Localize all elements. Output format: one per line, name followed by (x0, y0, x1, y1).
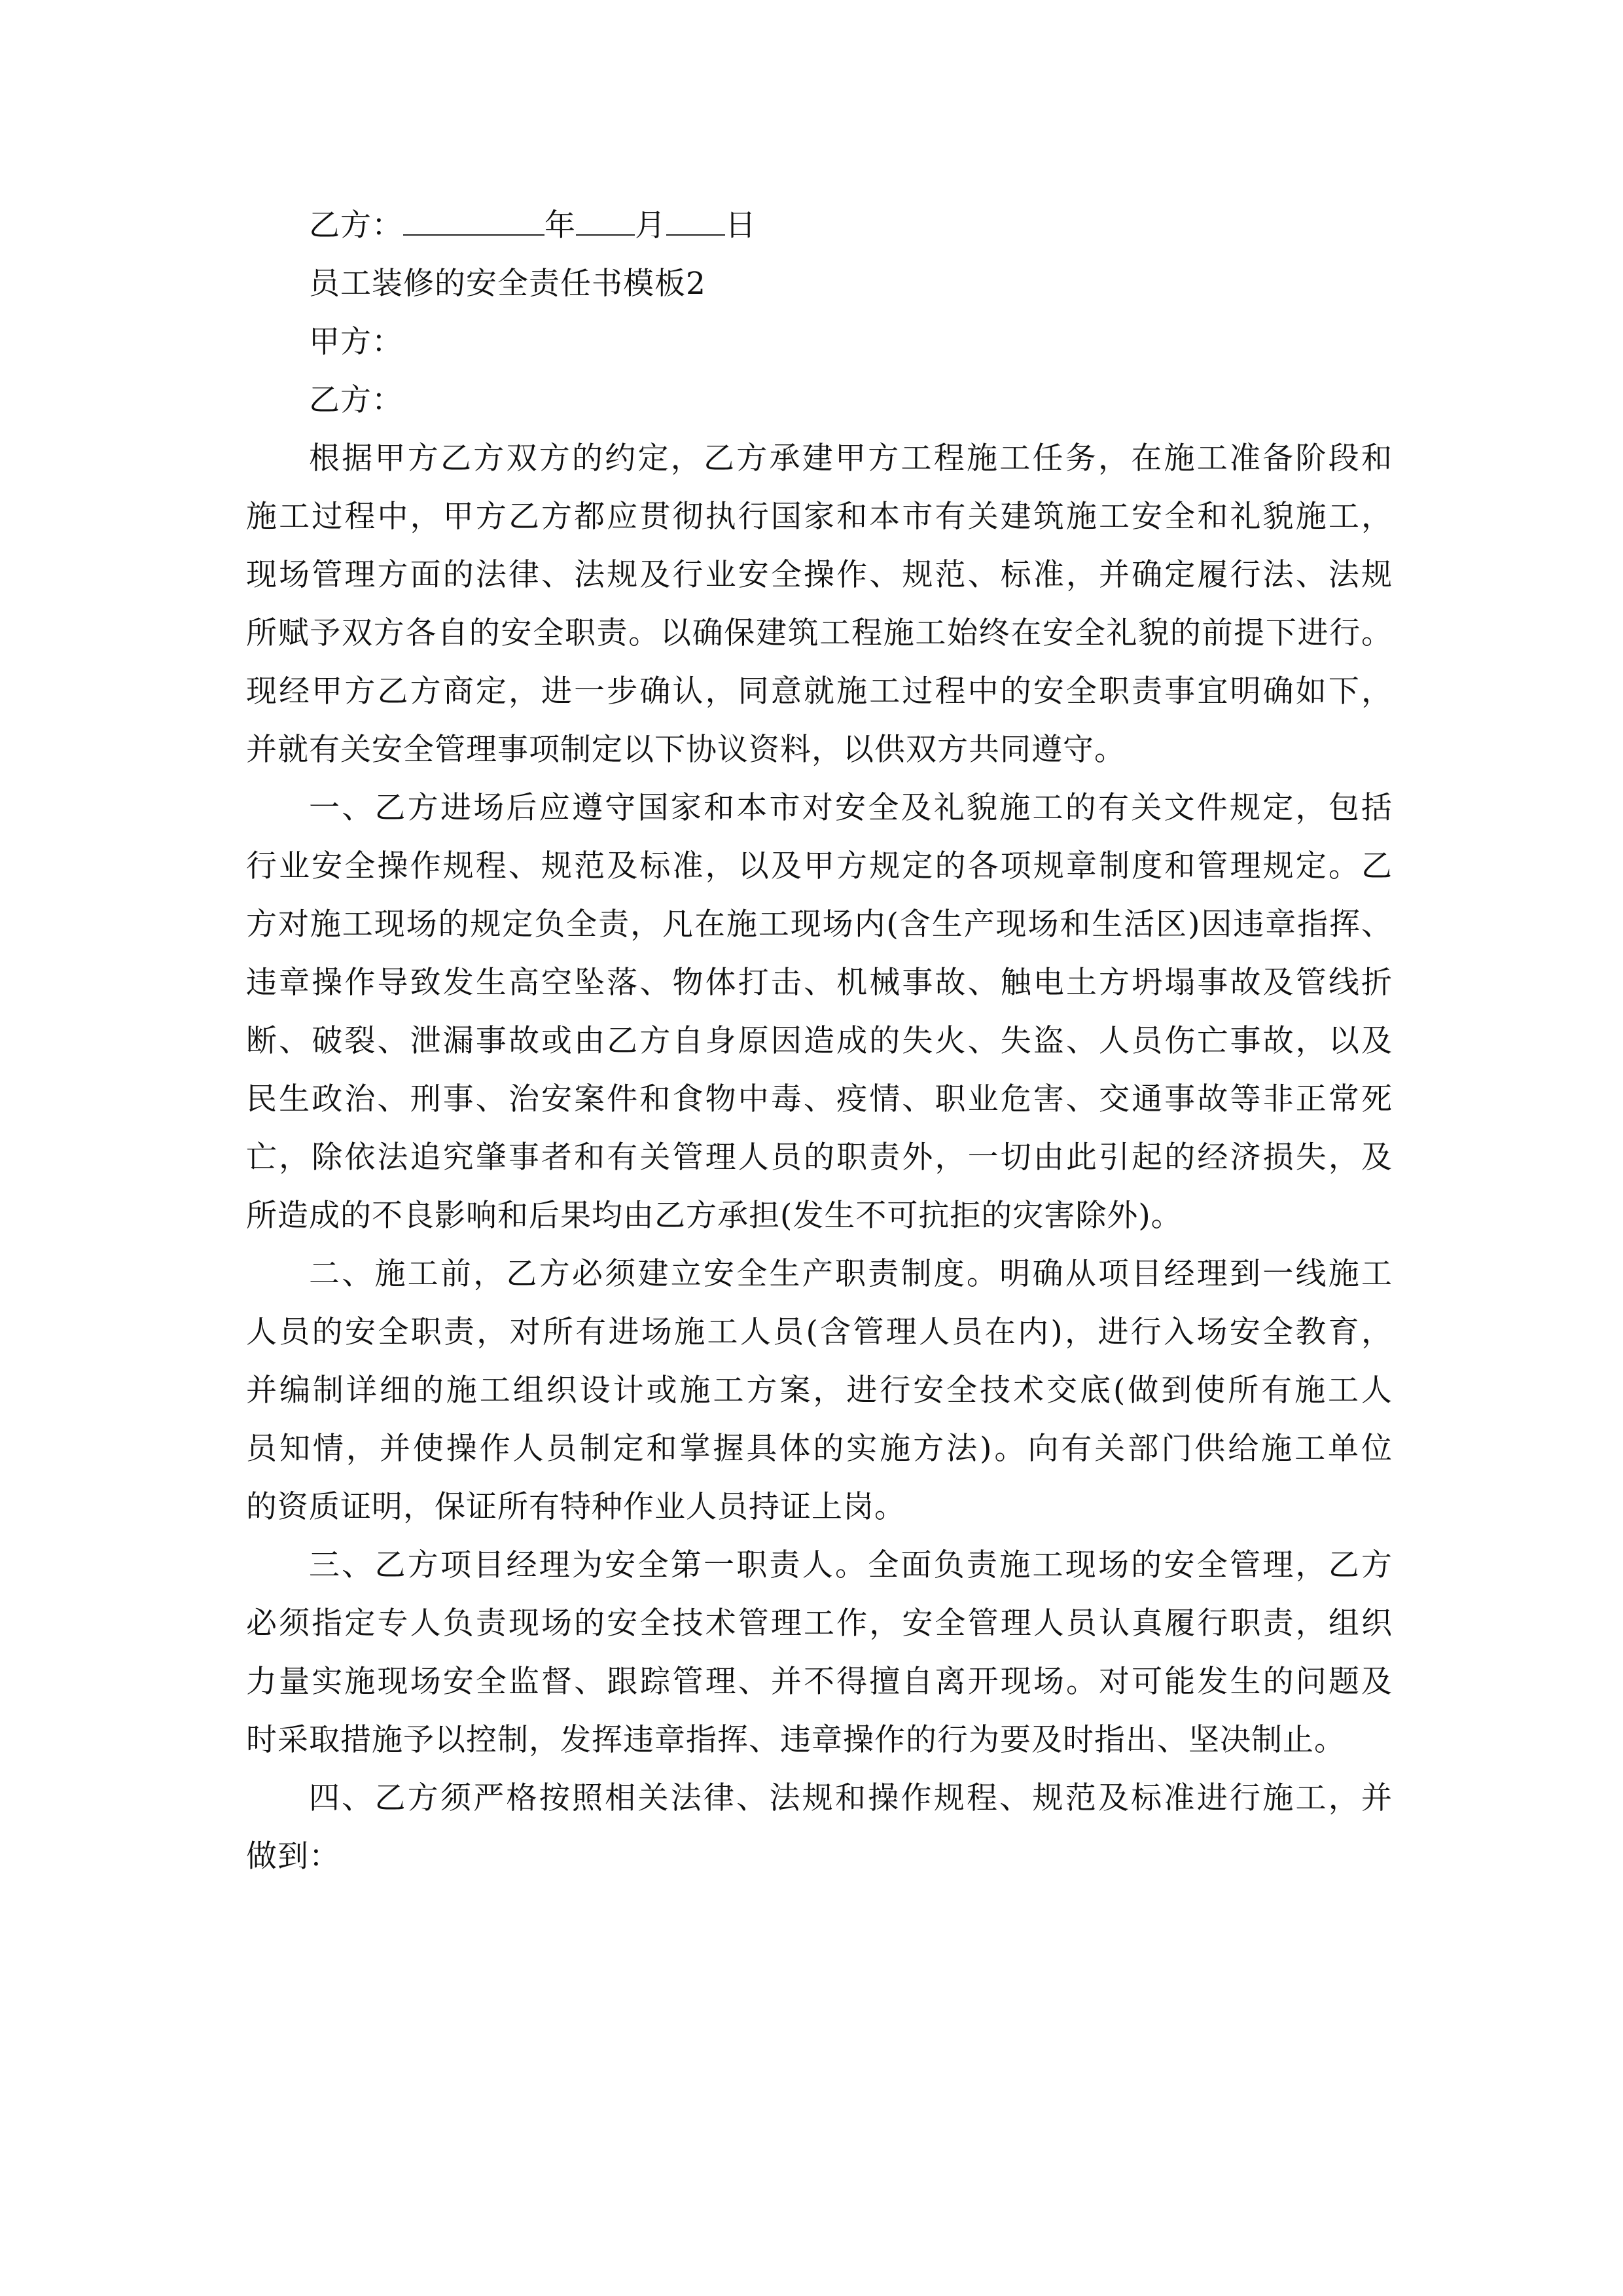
paragraph-line: 员知情，并使操作人员制定和掌握具体的实施方法)。向有关部门供给施工单位 (246, 1431, 1393, 1467)
paragraph-line: 民生政治、刑事、治安案件和食物中毒、疫情、职业危害、交通事故等非正常死 (246, 1081, 1393, 1117)
paragraph-line: 现场管理方面的法律、法规及行业安全操作、规范、标准，并确定履行法、法规 (246, 557, 1393, 593)
paragraph-line: 人员的安全职责，对所有进场施工人员(含管理人员在内)，进行入场安全教育， (246, 1314, 1393, 1350)
paragraph-line: 时采取措施予以控制，发挥违章指挥、违章操作的行为要及时指出、坚决制止。 (246, 1722, 1346, 1758)
paragraph-line: 并编制详细的施工组织设计或施工方案，进行安全技术交底(做到使所有施工人 (246, 1372, 1393, 1408)
party-a-label: 甲方： (309, 324, 403, 360)
paragraph-5 (246, 1769, 1393, 1886)
party-b-label: 乙方： (309, 382, 403, 418)
paragraph-line: 一、乙方进场后应遵守国家和本市对安全及礼貌施工的有关文件规定，包括 (309, 790, 1393, 826)
paragraph-1 (246, 429, 1393, 779)
paragraph-line: 必须指定专人负责现场的安全技术管理工作，安全管理人员认真履行职责，组织 (246, 1605, 1393, 1641)
paragraph-line: 所赋予双方各自的安全职责。以确保建筑工程施工始终在安全礼貌的前提下进行。 (246, 615, 1393, 651)
paragraph-line: 的资质证明，保证所有特种作业人员持证上岗。 (246, 1489, 906, 1525)
paragraph-line: 做到： (246, 1839, 340, 1874)
paragraph-line: 三、乙方项目经理为安全第一职责人。全面负责施工现场的安全管理，乙方 (309, 1547, 1393, 1583)
paragraph-line: 现经甲方乙方商定，进一步确认，同意就施工过程中的安全职责事宜明确如下， (246, 673, 1393, 709)
party-b-signature-label: 乙方： (309, 207, 403, 243)
paragraph-line: 方对施工现场的规定负全责，凡在施工现场内(含生产现场和生活区)因违章指挥、 (246, 906, 1393, 942)
paragraph-2 (246, 779, 1393, 1245)
paragraph-line: 亡，除依法追究肇事者和有关管理人员的职责外，一切由此引起的经济损失，及 (246, 1139, 1393, 1175)
document-content (246, 196, 1393, 1886)
year-blank (403, 198, 544, 236)
body-paragraphs (246, 429, 1393, 1886)
paragraph-3 (246, 1245, 1393, 1536)
paragraph-4 (246, 1536, 1393, 1769)
paragraph-line: 二、施工前，乙方必须建立安全生产职责制度。明确从项目经理到一线施工 (309, 1256, 1393, 1292)
paragraph-line: 力量实施现场安全监督、跟踪管理、并不得擅自离开现场。对可能发生的问题及 (246, 1664, 1393, 1700)
document-title: 员工装修的安全责任书模板2 (309, 266, 706, 302)
paragraph-line: 所造成的不良影响和后果均由乙方承担(发生不可抗拒的灾害除外)。 (246, 1198, 1183, 1234)
month-label: 月 (635, 207, 666, 243)
paragraph-line: 四、乙方须严格按照相关法律、法规和操作规程、规范及标准进行施工，并 (309, 1780, 1393, 1816)
paragraph-line: 施工过程中，甲方乙方都应贯彻执行国家和本市有关建筑施工安全和礼貌施工， (246, 499, 1393, 535)
paragraph-line: 行业安全操作规程、规范及标准，以及甲方规定的各项规章制度和管理规定。乙 (246, 848, 1393, 884)
signature-line (246, 196, 1393, 255)
paragraph-line: 违章操作导致发生高空坠落、物体打击、机械事故、触电土方坍塌事故及管线折 (246, 965, 1393, 1001)
month-blank (576, 198, 635, 236)
year-label: 年 (544, 207, 576, 243)
day-label: 日 (725, 207, 757, 243)
paragraph-line: 并就有关安全管理事项制定以下协议资料，以供双方共同遵守。 (246, 732, 1126, 768)
paragraph-line: 根据甲方乙方双方的约定，乙方承建甲方工程施工任务，在施工准备阶段和 (309, 440, 1393, 476)
paragraph-line: 断、破裂、泄漏事故或由乙方自身原因造成的失火、失盗、人员伤亡事故，以及 (246, 1023, 1393, 1059)
day-blank (666, 198, 725, 236)
